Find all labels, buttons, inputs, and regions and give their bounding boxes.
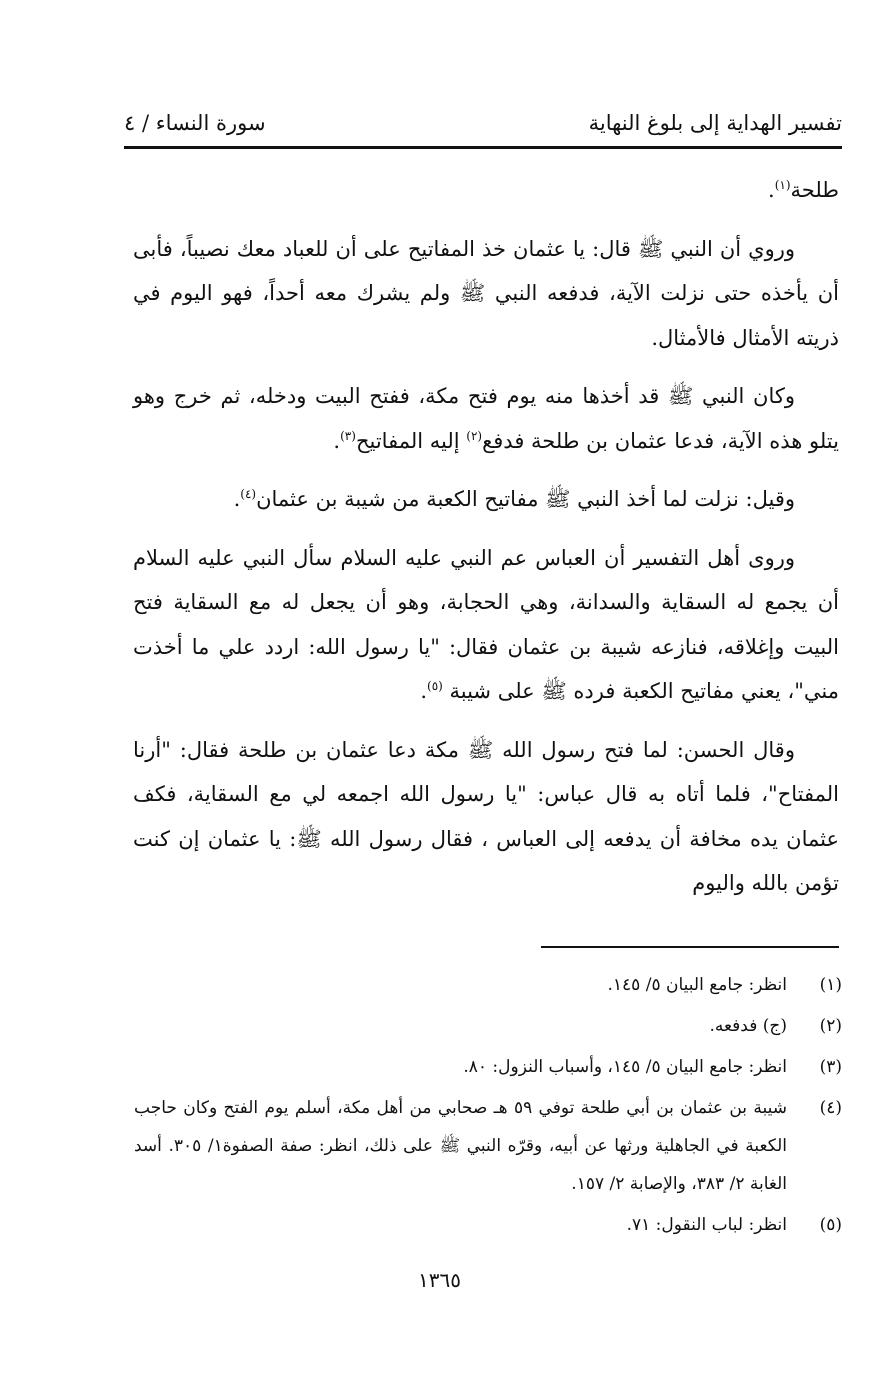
paragraph-1: طلحة$^{(١)}$. <box>768 178 839 202</box>
main-text <box>133 168 839 906</box>
footnote-number: (٢) <box>819 1016 842 1036</box>
footnote-text: شيبة بن عثمان بن أبي طلحة توفي ٥٩ هـ صحابي من أهل مكة، أسلم يوم الفتح وكان حاجب الكعبة في الجاهلية ورثها عن أبيه، وقرّه النبي ﷺ على ذلك، انظر: صفة الصفوة١/ ٣٠٥. أسد الغابة ٢/ ٣٨٣، والإصابة ٢/ ١٥٧. <box>134 1098 787 1194</box>
footnote-number: (٥) <box>819 1215 842 1235</box>
paragraph-4: وقيل: نزلت لما أخذ النبي ﷺ مفاتيح الكعبة من شيبة بن عثمان$^{(٤)}$. <box>233 487 795 511</box>
footnote-ref: (٣) <box>340 428 356 443</box>
footnote-text: انظر: جامع البيان ٥/ ١٤٥، وأسباب النزول: ٨٠. <box>463 1057 787 1077</box>
surah-label: سورة النساء / ٤ <box>124 111 266 135</box>
paragraph-3: وكان النبي ﷺ قد أخذها منه يوم فتح مكة، ففتح البيت ودخله، ثم خرج وهو يتلو هذه الآية، فدعا عثمان بن طلحة فدفع$^{(٢)}$ إليه المفاتيح$^{(٣)}$. <box>133 384 839 453</box>
footnote-item <box>134 1206 842 1244</box>
paragraph-6: وقال الحسن: لما فتح رسول الله ﷺ مكة دعا عثمان بن طلحة فقال: "أرنا المفتاح"، فلما أتاه به قال عباس: "يا رسول الله اجمعه لي مع السقاية، فكف عثمان يده مخافة أن يدفعه إلى العباس ، فقال رسول الله ﷺ: يا عثمان إن كنت تؤمن بالله واليوم <box>133 737 839 895</box>
footnote-ref: (١) <box>774 178 791 192</box>
footnote-ref: (٢) <box>466 428 483 443</box>
footnote-number: (٤) <box>819 1098 842 1118</box>
footnote-ref: (٥) <box>427 679 443 693</box>
footnotes <box>134 966 842 1247</box>
footnote-text: (ج) فدفعه. <box>709 1016 787 1036</box>
footnote-text: انظر: لباب النقول: ٧١. <box>626 1215 787 1235</box>
footnote-rule <box>541 946 839 948</box>
footnote-item <box>134 966 842 1004</box>
running-header <box>124 108 842 138</box>
footnote-ref: (٤) <box>240 487 257 501</box>
paragraph-5: وروى أهل التفسير أن العباس عم النبي عليه السلام سأل النبي عليه السلام أن يجمع له السقاية والسدانة، وهي الحجابة، وهو أن يجعل له مع السقاية فتح البيت وإغلاقه، فنازعه شيبة بن عثمان فقال: "يا رسول الله: اردد علي ما أخذت مني"، يعني مفاتيح الكعبة فرده ﷺ على شيبة $^{(٥)}$. <box>133 545 839 703</box>
header-rule <box>124 146 842 149</box>
page-number: ١٣٦٥ <box>418 1268 461 1292</box>
paragraph-2: وروي أن النبي ﷺ قال: يا عثمان خذ المفاتيح على أن للعباد معك نصيباً، فأبى أن يأخذه حتى نزلت الآية، فدفعه النبي ﷺ ولم يشرك معه أحداً، فهو اليوم في ذريته الأمثال فالأمثال. <box>133 236 839 350</box>
footnote-item <box>134 1048 842 1086</box>
footnote-number: (١) <box>819 975 842 995</box>
footnote-item <box>134 1089 842 1203</box>
footnote-number: (٣) <box>819 1057 842 1077</box>
footnote-item <box>134 1007 842 1045</box>
footnote-text: انظر: جامع البيان ٥/ ١٤٥. <box>607 975 787 995</box>
book-title: تفسير الهداية إلى بلوغ النهاية <box>588 111 842 135</box>
